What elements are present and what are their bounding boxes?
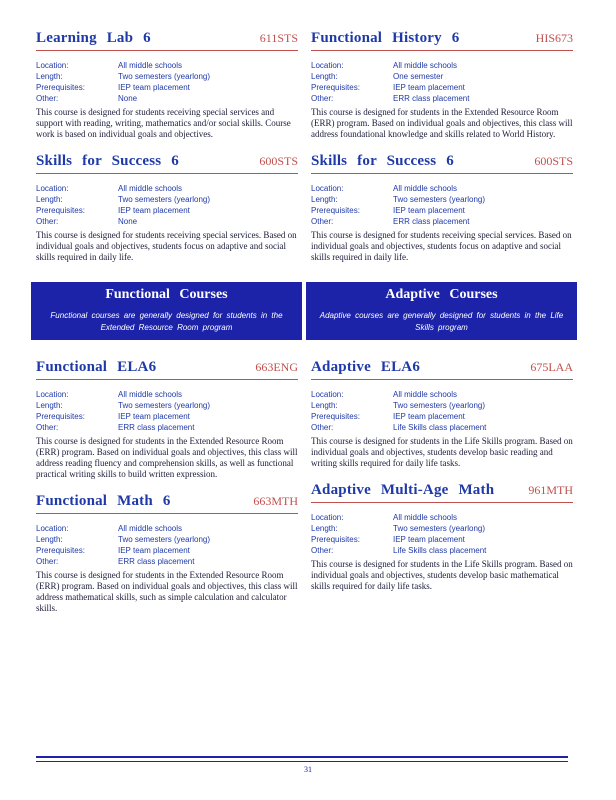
- course-code: 600STS: [259, 154, 298, 168]
- course-skills-for-success-6: [36, 153, 298, 263]
- location-label: Location:: [311, 61, 344, 70]
- course-description: This course is designed for students in the Extended Resource Room (ERR) program. Based on individual goals and objectives, this class will address mathematical skills, such as simple calculation and calculator skills.: [36, 570, 298, 613]
- course-description: This course is designed for students in the Life Skills program. Based on individual goals and objectives, students develop basic mathematical skills required for daily life tasks.: [311, 559, 573, 591]
- footer-rule: [36, 761, 568, 762]
- other-label: Other:: [311, 546, 334, 555]
- prerequisites-label: Prerequisites:: [36, 83, 85, 92]
- prerequisites-label: Prerequisites:: [36, 412, 85, 421]
- course-code: 611STS: [259, 31, 298, 45]
- length-label: Length:: [36, 401, 63, 410]
- location-value: All middle schools: [118, 61, 183, 70]
- length-value: Two semesters (yearlong): [118, 195, 211, 204]
- location-label: Location:: [311, 513, 344, 522]
- course-title: Functional Math 6: [36, 493, 171, 509]
- prerequisites-label: Prerequisites:: [311, 206, 360, 215]
- length-label: Length:: [311, 195, 338, 204]
- other-label: Other:: [36, 217, 59, 226]
- length-label: Length:: [311, 524, 338, 533]
- other-value: ERR class placement: [118, 423, 195, 432]
- banner-title: Functional Courses: [105, 287, 228, 302]
- left-column: [36, 30, 298, 614]
- course-header: [36, 493, 298, 514]
- length-value: Two semesters (yearlong): [118, 401, 211, 410]
- course-functional-ela6: [36, 359, 298, 480]
- banner-title: Adaptive Courses: [385, 287, 498, 302]
- course-code: 663ENG: [255, 360, 298, 374]
- course-header: [311, 482, 573, 503]
- other-label: Other:: [36, 423, 59, 432]
- location-value: All middle schools: [393, 61, 458, 70]
- course-meta: [36, 60, 298, 104]
- prerequisites-value: IEP team placement: [393, 83, 465, 92]
- footer-rule: [36, 756, 568, 758]
- course-title: Adaptive ELA6: [311, 359, 421, 375]
- course-title: Functional ELA6: [36, 359, 157, 375]
- banner-text: Functional courses are generally designed for students in the Extended Resource Room program: [50, 311, 283, 332]
- prerequisites-value: IEP team placement: [393, 535, 465, 544]
- other-label: Other:: [311, 217, 334, 226]
- course-header: [36, 153, 298, 174]
- prerequisites-value: IEP team placement: [118, 412, 190, 421]
- course-code: 675LAA: [530, 360, 573, 374]
- prerequisites-label: Prerequisites:: [311, 83, 360, 92]
- length-value: Two semesters (yearlong): [393, 401, 486, 410]
- location-value: All middle schools: [118, 184, 183, 193]
- course-meta: [311, 512, 573, 556]
- prerequisites-value: IEP team placement: [393, 412, 465, 421]
- course-header: [36, 359, 298, 380]
- functional-courses-banner: [31, 282, 302, 340]
- location-label: Location:: [311, 390, 344, 399]
- course-meta: [36, 523, 298, 567]
- other-value: ERR class placement: [393, 217, 470, 226]
- right-column: [311, 30, 573, 592]
- course-code: 600STS: [534, 154, 573, 168]
- course-meta: [36, 183, 298, 227]
- length-value: Two semesters (yearlong): [393, 524, 486, 533]
- adaptive-courses-banner: [306, 282, 577, 340]
- course-learning-lab-6: [36, 30, 298, 140]
- length-label: Length:: [36, 195, 63, 204]
- page-number: 31: [304, 765, 312, 774]
- prerequisites-value: IEP team placement: [118, 83, 190, 92]
- course-meta: [311, 60, 573, 104]
- location-value: All middle schools: [393, 184, 458, 193]
- length-label: Length:: [36, 535, 63, 544]
- course-title: Functional History 6: [311, 30, 460, 46]
- course-functional-math-6: [36, 493, 298, 614]
- location-value: All middle schools: [393, 513, 458, 522]
- location-label: Location:: [36, 61, 69, 70]
- length-value: One semester: [393, 72, 444, 81]
- location-label: Location:: [311, 184, 344, 193]
- other-value: Life Skills class placement: [393, 423, 487, 432]
- course-meta: [311, 389, 573, 433]
- course-title: Skills for Success 6: [311, 153, 454, 169]
- prerequisites-label: Prerequisites:: [311, 412, 360, 421]
- other-label: Other:: [311, 423, 334, 432]
- course-skills-for-success-6-right: [311, 153, 573, 263]
- course-description: This course is designed for students in the Extended Resource Room (ERR) program. Based on individual goals and objectives, this class will address reading fluency and comprehension skills, as well as functional practical writing skills to build written expression.: [36, 436, 298, 479]
- course-description: This course is designed for students receiving special services and support with reading, writing, mathematics and/or social skills. Course work is based on individual goals and objectives.: [36, 107, 291, 139]
- course-code: 961MTH: [528, 483, 573, 497]
- length-label: Length:: [36, 72, 63, 81]
- location-label: Location:: [36, 184, 69, 193]
- length-label: Length:: [311, 401, 338, 410]
- course-header: [36, 30, 298, 51]
- course-adaptive-multi-age-math: [311, 482, 573, 592]
- location-value: All middle schools: [118, 524, 183, 533]
- location-label: Location:: [36, 390, 69, 399]
- course-description: This course is designed for students receiving special services. Based on individual goals and objectives, students focus on adaptive and social skills required in daily life.: [36, 230, 297, 262]
- course-title: Skills for Success 6: [36, 153, 179, 169]
- course-meta: [311, 183, 573, 227]
- course-code: HIS673: [535, 31, 573, 45]
- prerequisites-value: IEP team placement: [118, 546, 190, 555]
- other-value: Life Skills class placement: [393, 546, 487, 555]
- other-label: Other:: [311, 94, 334, 103]
- prerequisites-label: Prerequisites:: [36, 206, 85, 215]
- course-code: 663MTH: [253, 494, 298, 508]
- course-title: Learning Lab 6: [36, 30, 151, 46]
- prerequisites-label: Prerequisites:: [311, 535, 360, 544]
- other-label: Other:: [36, 94, 59, 103]
- prerequisites-value: IEP team placement: [393, 206, 465, 215]
- prerequisites-value: IEP team placement: [118, 206, 190, 215]
- length-value: Two semesters (yearlong): [118, 535, 211, 544]
- prerequisites-label: Prerequisites:: [36, 546, 85, 555]
- other-value: ERR class placement: [118, 557, 195, 566]
- course-adaptive-ela6: [311, 359, 573, 469]
- course-header: [311, 153, 573, 174]
- other-value: None: [118, 94, 138, 103]
- course-meta: [36, 389, 298, 433]
- location-label: Location:: [36, 524, 69, 533]
- other-label: Other:: [36, 557, 59, 566]
- course-title: Adaptive Multi-Age Math: [311, 482, 495, 498]
- length-value: Two semesters (yearlong): [118, 72, 211, 81]
- other-value: None: [118, 217, 138, 226]
- course-functional-history-6: [311, 30, 573, 140]
- course-description: This course is designed for students in the Extended Resource Room (ERR) program. Based on individual goals and objectives, this class will address foundational knowledge and skills related to World History.: [311, 107, 573, 139]
- banner-text: Adaptive courses are generally designed for students in the Life Skills program: [319, 311, 564, 332]
- length-value: Two semesters (yearlong): [393, 195, 486, 204]
- course-description: This course is designed for students receiving special services. Based on individual goals and objectives, students focus on adaptive and social skills required in daily life.: [311, 230, 572, 262]
- course-description: This course is designed for students in the Life Skills program. Based on individual goals and objectives, students develop basic reading and writing skills required for daily life tasks.: [311, 436, 573, 468]
- length-label: Length:: [311, 72, 338, 81]
- course-header: [311, 30, 573, 51]
- other-value: ERR class placement: [393, 94, 470, 103]
- location-value: All middle schools: [393, 390, 458, 399]
- course-header: [311, 359, 573, 380]
- location-value: All middle schools: [118, 390, 183, 399]
